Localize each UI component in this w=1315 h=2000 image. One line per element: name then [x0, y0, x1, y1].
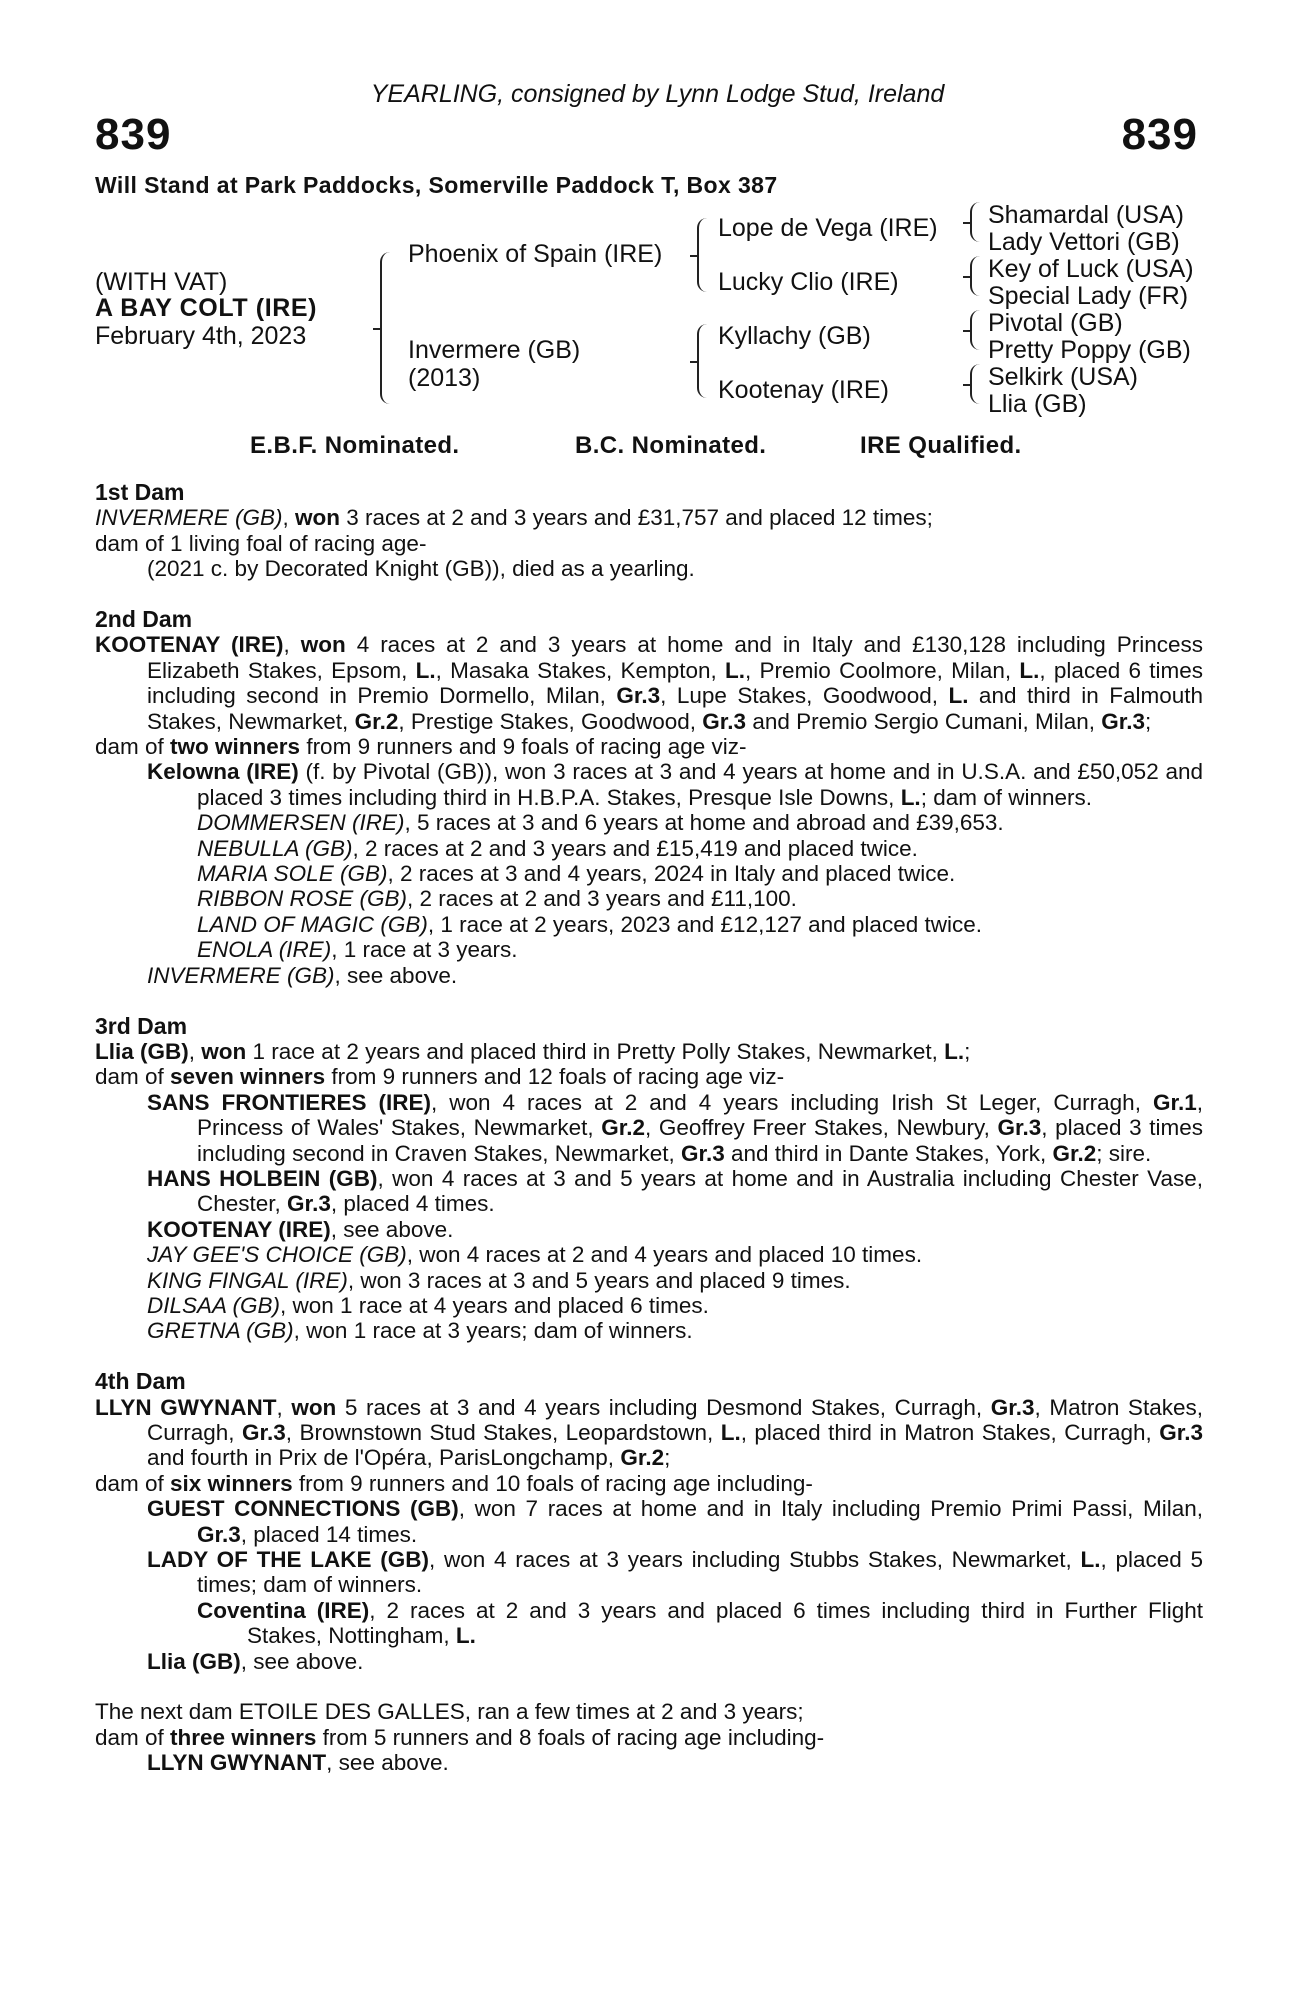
second-dam-produce: dam of two winners from 9 runners and 9 foals of racing age viz-: [95, 734, 747, 760]
grand-produce-item: RIBBON ROSE (GB), 2 races at 2 and 3 years and £11,100.: [197, 886, 797, 912]
brace-ds: [970, 310, 980, 350]
grand-produce-item: ENOLA (IRE), 1 race at 3 years.: [197, 937, 518, 963]
fourth-dam-heading: 4th Dam: [95, 1368, 186, 1395]
grand-produce-item: MARIA SOLE (GB), 2 races at 3 and 4 years, 2024 in Italy and placed twice.: [197, 861, 956, 887]
grand-produce-item: Coventina (IRE), 2 races at 2 and 3 years and placed 6 times including third in Further Flight Stakes, Nottingham, L.: [197, 1597, 1203, 1649]
stand-location: Will Stand at Park Paddocks, Somerville Paddock T, Box 387: [95, 172, 778, 198]
consignor-line: YEARLING, consigned by Lynn Lodge Stud, Ireland: [370, 80, 945, 108]
grand-produce-item: LAND OF MAGIC (GB), 1 race at 2 years, 2023 and £12,127 and placed twice.: [197, 911, 982, 937]
sire-dam: Lucky Clio (IRE): [718, 268, 899, 296]
sire-sire: Lope de Vega (IRE): [718, 214, 938, 242]
won-label: won: [295, 505, 341, 531]
first-dam-name: INVERMERE (GB): [95, 505, 283, 531]
next-dam-produce: dam of three winners from 5 runners and 8 foals of racing age including-: [95, 1724, 825, 1750]
produce-item: LLYN GWYNANT, see above.: [147, 1750, 449, 1776]
dam-sire-dam: Pretty Poppy (GB): [988, 336, 1191, 364]
first-dam-record: INVERMERE (GB), won 3 races at 2 and 3 years and £31,757 and placed 12 times;: [95, 505, 933, 531]
dam-dam-sire: Selkirk (USA): [988, 363, 1139, 391]
second-dam-name: KOOTENAY (IRE): [95, 632, 284, 658]
grand-produce-item: NEBULLA (GB), 2 races at 2 and 3 years and £15,419 and placed twice.: [197, 835, 918, 861]
dam-name: Invermere (GB): [408, 336, 581, 364]
brace-ss: [970, 202, 980, 242]
dam-year: (2013): [408, 364, 481, 392]
lot-number-right: 839: [1121, 110, 1198, 159]
dam-sire-sire: Pivotal (GB): [988, 309, 1123, 337]
produce-item: LADY OF THE LAKE (GB), won 4 races at 3 years including Stubbs Stakes, Newmarket, L., placed 5 times; dam of winners.: [147, 1547, 1203, 1598]
sire-sire-sire: Shamardal (USA): [988, 201, 1184, 229]
brace-dam: [697, 324, 708, 398]
produce-name: Kelowna (IRE): [147, 759, 299, 785]
next-dam-record: The next dam ETOILE DES GALLES, ran a few times at 2 and 3 years;: [95, 1699, 804, 1725]
ire-qualified: IRE Qualified.: [860, 432, 1022, 459]
second-dam-heading: 2nd Dam: [95, 606, 193, 633]
produce-item: GRETNA (GB), won 1 race at 3 years; dam of winners.: [147, 1318, 693, 1344]
dam-sire: Kyllachy (GB): [718, 322, 871, 350]
brace-main: [380, 252, 392, 404]
family-notes: [95, 480, 1203, 1776]
produce-item: GUEST CONNECTIONS (GB), won 7 races at home and in Italy including Premio Primi Passi, Milan, Gr.3, placed 14 times.: [147, 1496, 1203, 1547]
second-dam-record: KOOTENAY (IRE), won 4 races at 2 and 3 years at home and in Italy and £130,128 including Princess Elizabeth Stakes, Epsom, L., Masaka Stakes, Kempton, L., Premio Coolmore, Milan, L., placed 6 times including second in Premio Dormello, Milan, Gr.3, Lupe Stakes, Goodwood, L. and third in Falmouth Stakes, Newmarket, Gr.2, Prestige Stakes, Goodwood, Gr.3 and Premio Sergio Cumani, Milan, Gr.3;: [95, 632, 1203, 734]
brace-dd: [970, 364, 980, 404]
foaling-date: February 4th, 2023: [95, 322, 307, 350]
ebf-nomination: E.B.F. Nominated.: [250, 432, 460, 459]
produce-item: SANS FRONTIERES (IRE), won 4 races at 2 and 4 years including Irish St Leger, Curragh, Gr.1, Princess of Wales' Stakes, Newmarket, Gr.2, Geoffrey Freer Stakes, Newbury, Gr.3, placed 3 times including second in Craven Stakes, Newmarket, Gr.3 and third in Dante Stakes, York, Gr.2; sire.: [147, 1089, 1203, 1166]
produce-item: KOOTENAY (IRE), see above.: [147, 1216, 454, 1242]
produce-item: INVERMERE (GB), see above.: [147, 962, 458, 988]
vat-note: (WITH VAT): [95, 268, 228, 296]
sire-sire-dam: Lady Vettori (GB): [988, 228, 1180, 256]
produce-item: DILSAA (GB), won 1 race at 4 years and placed 6 times.: [147, 1292, 709, 1318]
fourth-dam-record: LLYN GWYNANT, won 5 races at 3 and 4 years including Desmond Stakes, Curragh, Gr.3, Matron Stakes, Curragh, Gr.3, Brownstown Stud Stakes, Leopardstown, L., placed third in Matron Stakes, Curragh, Gr.3 and fourth in Prix de l'Opéra, ParisLongchamp, Gr.2;: [95, 1394, 1204, 1471]
third-dam-name: Llia (GB): [95, 1038, 189, 1064]
produce-item: HANS HOLBEIN (GB), won 4 races at 3 and 5 years at home and in Australia including Chester Vase, Chester, Gr.3, placed 4 times.: [147, 1165, 1203, 1217]
produce-item: Kelowna (IRE) (f. by Pivotal (GB)), won 3 races at 3 and 4 years at home and in U.S.A. and £50,052 and placed 3 times including third in H.B.P.A. Stakes, Presque Isle Downs, L.; dam of winners.: [147, 759, 1203, 810]
lot-number-left: 839: [95, 110, 172, 159]
bc-nomination: B.C. Nominated.: [575, 432, 767, 459]
fourth-dam-name: LLYN GWYNANT: [95, 1394, 277, 1420]
brace-sd: [970, 256, 980, 296]
grand-produce-item: DOMMERSEN (IRE), 5 races at 3 and 6 years at home and abroad and £39,653.: [197, 810, 1004, 836]
dam-dam: Kootenay (IRE): [718, 376, 889, 404]
sire-dam-dam: Special Lady (FR): [988, 282, 1189, 310]
produce-item: JAY GEE'S CHOICE (GB), won 4 races at 2 and 4 years and placed 10 times.: [147, 1242, 923, 1268]
lot-title: A BAY COLT (IRE): [95, 294, 318, 322]
dam-dam-dam: Llia (GB): [988, 390, 1087, 418]
produce-item: (2021 c. by Decorated Knight (GB)), died as a yearling.: [147, 556, 695, 582]
fourth-dam-produce: dam of six winners from 9 runners and 10 foals of racing age including-: [95, 1470, 813, 1496]
produce-item: Llia (GB), see above.: [147, 1648, 364, 1674]
sire-name: Phoenix of Spain (IRE): [408, 240, 663, 268]
sire-dam-sire: Key of Luck (USA): [988, 255, 1194, 283]
first-dam-produce: dam of 1 living foal of racing age-: [95, 530, 427, 556]
first-dam-heading: 1st Dam: [95, 479, 185, 505]
produce-item: KING FINGAL (IRE), won 3 races at 3 and 5 years and placed 9 times.: [147, 1267, 851, 1293]
third-dam-produce: dam of seven winners from 9 runners and 12 foals of racing age viz-: [95, 1064, 785, 1090]
brace-sire: [697, 218, 708, 292]
third-dam-record: Llia (GB), won 1 race at 2 years and placed third in Pretty Polly Stakes, Newmarket, L.;: [95, 1038, 971, 1064]
third-dam-heading: 3rd Dam: [95, 1012, 188, 1039]
